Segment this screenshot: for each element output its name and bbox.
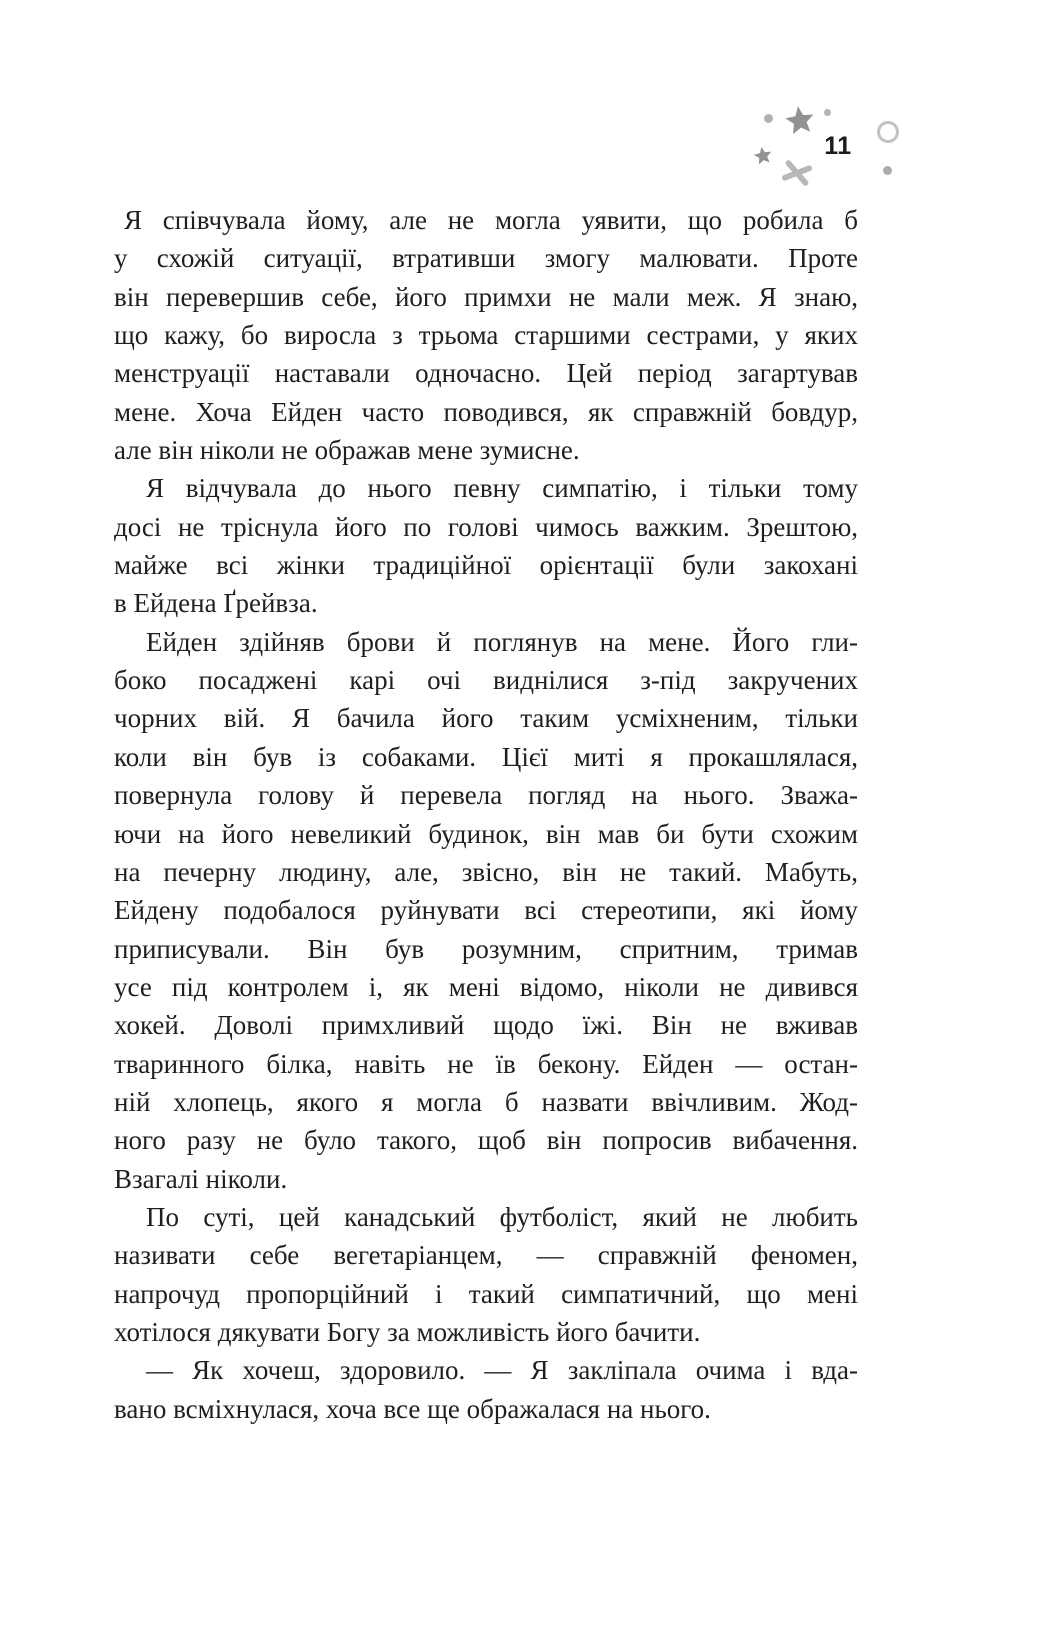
cross-sparkle-icon	[779, 155, 815, 191]
text-line: чорних вій. Я бачила його таким усміхненим, тільки	[114, 703, 858, 734]
text-line: мене. Хоча Ейден часто поводився, як справжній бовдур,	[114, 396, 858, 427]
sparkle-dot-icon	[883, 166, 892, 175]
text-line: ній хлопець, якого я могла б назвати ввічливим. Жод-	[114, 1086, 858, 1117]
text-line: хокей. Доволі примхливий щодо їжі. Він не вживав	[114, 1010, 858, 1041]
text-line: вано всміхнулася, хоча все ще ображалася на нього.	[114, 1393, 711, 1424]
text-line: боко посаджені карі очі виднілися з-під закручених	[114, 665, 858, 696]
text-line: повернула голову й перевела погляд на нього. Зважа-	[114, 780, 858, 811]
text-line: Ейдену подобалося руйнувати всі стереотипи, які йому	[114, 895, 858, 926]
text-line: але він ніколи не ображав мене зумисне.	[114, 435, 580, 466]
circle-outline-icon	[877, 121, 899, 143]
text-line: майже всі жінки традиційної орієнтації були закохані	[114, 550, 858, 581]
text-line: приписували. Він був розумним, спритним, тримав	[114, 933, 858, 964]
star-icon	[751, 144, 774, 167]
text-line: тваринного білка, навіть не їв бекону. Ейден — остан-	[114, 1048, 858, 1079]
text-line: менструації наставали одночасно. Цей період загартував	[114, 358, 858, 389]
text-line: По суті, цей канадський футболіст, який не любить	[146, 1201, 858, 1232]
text-line: усе під контролем і, як мені відомо, ніколи не дивився	[114, 971, 858, 1002]
text-line: досі не тріснула його по голові чимось важким. Зрештою,	[114, 511, 858, 542]
text-line: Я відчувала до нього певну симпатію, і тільки тому	[146, 473, 858, 504]
text-line: що кажу, бо виросла з трьома старшими сестрами, у яких	[114, 320, 858, 351]
text-line: на печерну людину, але, звісно, він не такий. Мабуть,	[114, 856, 858, 887]
sparkle-dot-icon	[824, 109, 831, 116]
text-line: ючи на його невеликий будинок, він мав би бути схожим	[114, 818, 858, 849]
text-line: він перевершив себе, його примхи не мали меж. Я знаю,	[114, 281, 858, 312]
text-line: називати себе вегетаріанцем, — справжній феномен,	[114, 1240, 858, 1271]
text-line: ного разу не було такого, щоб він попросив вибачення.	[114, 1125, 858, 1156]
page-number: 11	[824, 132, 852, 160]
text-line: коли він був із собаками. Цієї миті я прокашлялася,	[114, 741, 858, 772]
text-line: Взагалі ніколи.	[114, 1163, 288, 1194]
text-line: — Як хочеш, здоровило. — Я закліпала очима і вда-	[146, 1355, 858, 1386]
sparkle-dot-icon	[764, 114, 773, 123]
text-line: в Ейдена Ґрейвза.	[114, 588, 318, 619]
text-line: Ейден здійняв брови й поглянув на мене. Його гли-	[146, 626, 858, 657]
body-text	[114, 201, 858, 1428]
text-line: у схожій ситуації, втративши змогу малювати. Проте	[114, 243, 858, 274]
text-line: напрочуд пропорційний і такий симпатичний, що мені	[114, 1278, 858, 1309]
text-line: Я співчувала йому, але не могла уявити, що робила б	[124, 205, 858, 235]
text-line: хотілося дякувати Богу за можливість його бачити.	[114, 1316, 701, 1347]
